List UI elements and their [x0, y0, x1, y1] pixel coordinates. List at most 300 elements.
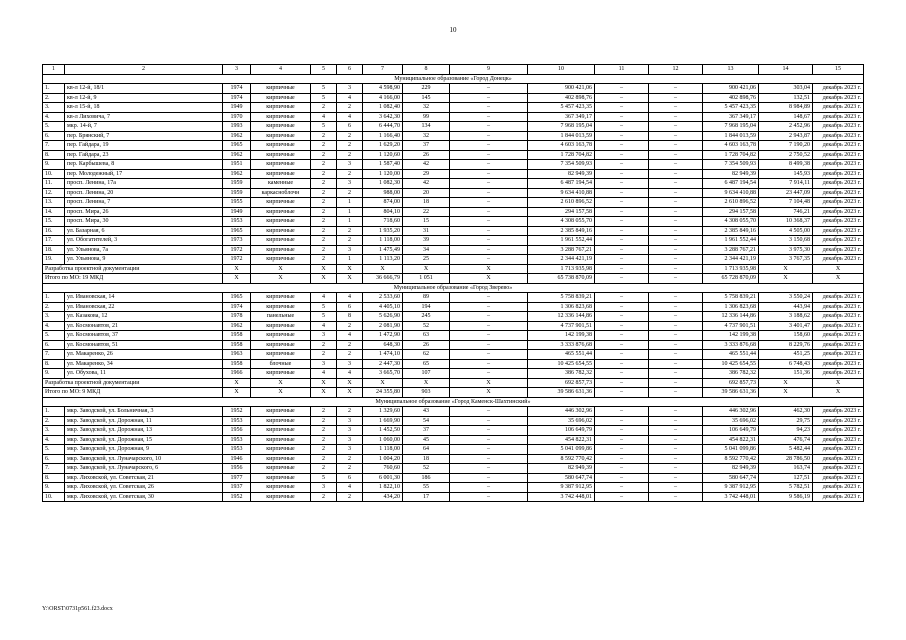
table-row — [43, 302, 864, 312]
table-cell: X — [337, 264, 363, 274]
table-cell: – — [649, 198, 703, 208]
table-cell: 65 — [403, 359, 450, 369]
table-cell: 5 — [311, 312, 337, 322]
table-cell: 9. — [43, 483, 65, 493]
table-cell: – — [450, 321, 528, 331]
table-cell: 10. — [43, 492, 65, 502]
table-cell: 107 — [403, 369, 450, 379]
table-cell: 18 — [403, 454, 450, 464]
table-cell: 2. — [43, 93, 65, 103]
table-cell: 127,51 — [759, 473, 813, 483]
table-cell: – — [595, 112, 649, 122]
table-cell: мкр. Лиховской, ул. Советская, 26 — [65, 483, 223, 493]
table-cell: 3 975,30 — [759, 245, 813, 255]
table-cell: – — [450, 416, 528, 426]
table-cell: – — [649, 245, 703, 255]
table-cell: 5. — [43, 445, 65, 455]
table-cell: 2 — [311, 150, 337, 160]
table-cell: 2 — [311, 103, 337, 113]
table-cell: 4 737 901,51 — [703, 321, 759, 331]
table-cell: X — [759, 388, 813, 398]
section-title: Муниципальное образование «Город Зверево» — [43, 283, 864, 293]
table-cell: 37 — [403, 141, 450, 151]
table-cell: 24 355,80 — [363, 388, 403, 398]
table-cell: 145,93 — [759, 169, 813, 179]
table-cell: 94,23 — [759, 426, 813, 436]
table-cell: – — [595, 492, 649, 502]
table-cell: 5 457 423,35 — [528, 103, 595, 113]
table-cell: – — [649, 454, 703, 464]
table-cell: – — [595, 255, 649, 265]
table-cell: 1953 — [223, 435, 251, 445]
table-cell: 3 742 448,01 — [703, 492, 759, 502]
table-cell: 1952 — [223, 492, 251, 502]
table-cell: кирпичные — [251, 369, 311, 379]
table-cell: 1977 — [223, 473, 251, 483]
table-cell: X — [337, 378, 363, 388]
table-cell: 6 487 194,54 — [703, 179, 759, 189]
table-cell: – — [649, 388, 703, 398]
table-cell: 8 499,38 — [759, 160, 813, 170]
table-cell: кв-л 15-й, 18 — [65, 103, 223, 113]
table-cell: 37 — [403, 426, 450, 436]
table-cell: – — [649, 160, 703, 170]
table-cell: 2 — [337, 169, 363, 179]
table-cell: декабрь 2023 г. — [813, 445, 864, 455]
table-cell: 2 — [311, 169, 337, 179]
table-cell: – — [649, 236, 703, 246]
table-cell: 2 — [311, 245, 337, 255]
table-cell: – — [649, 207, 703, 217]
table-cell: 3 742 448,01 — [528, 492, 595, 502]
table-cell: 402 898,76 — [703, 93, 759, 103]
table-cell: 4 603 163,78 — [528, 141, 595, 151]
table-cell: декабрь 2023 г. — [813, 188, 864, 198]
table-cell: каркасноблочн — [251, 188, 311, 198]
table-cell: 1 329,60 — [363, 407, 403, 417]
table-cell: – — [649, 445, 703, 455]
table-cell: 2 — [311, 255, 337, 265]
table-cell: декабрь 2023 г. — [813, 217, 864, 227]
table-cell: 158,60 — [759, 331, 813, 341]
table-cell: – — [649, 293, 703, 303]
table-cell: – — [595, 245, 649, 255]
table-cell: – — [649, 302, 703, 312]
table-cell: – — [649, 122, 703, 132]
table-cell: декабрь 2023 г. — [813, 236, 864, 246]
section-title-row — [43, 283, 864, 293]
table-cell: – — [649, 274, 703, 284]
table-cell: 8 592 770,42 — [528, 454, 595, 464]
table-cell: 2 — [337, 236, 363, 246]
table-cell: 163,74 — [759, 464, 813, 474]
table-cell: 2 385 849,16 — [703, 226, 759, 236]
table-cell: 132,51 — [759, 93, 813, 103]
table-cell: 12 336 144,86 — [528, 312, 595, 322]
table-cell: кирпичные — [251, 321, 311, 331]
table-cell: – — [595, 426, 649, 436]
table-cell: – — [649, 369, 703, 379]
table-cell: 4 — [337, 369, 363, 379]
table-cell: 580 647,74 — [703, 473, 759, 483]
table-cell: 760,60 — [363, 464, 403, 474]
table-cell: 2 — [337, 454, 363, 464]
column-header: 3 — [223, 65, 251, 75]
table-row — [43, 350, 864, 360]
table-cell: 692 857,73 — [528, 378, 595, 388]
table-row — [43, 321, 864, 331]
table-cell: 3 — [337, 426, 363, 436]
table-cell: 1953 — [223, 416, 251, 426]
table-cell: мкр. Лиховской, ул. Советская, 21 — [65, 473, 223, 483]
table-cell: – — [595, 388, 649, 398]
table-cell: 2 — [311, 198, 337, 208]
table-cell: 3 150,68 — [759, 236, 813, 246]
table-cell: X — [813, 388, 864, 398]
table-cell: 17. — [43, 236, 65, 246]
table-cell: просп. Мира, 26 — [65, 207, 223, 217]
table-cell: 5 482,44 — [759, 445, 813, 455]
table-cell: 3 288 767,21 — [703, 245, 759, 255]
table-cell: – — [450, 131, 528, 141]
table-cell: 1953 — [223, 445, 251, 455]
table-cell: 386 782,32 — [528, 369, 595, 379]
table-cell: 42 — [403, 179, 450, 189]
table-cell: – — [595, 416, 649, 426]
table-cell: 3 — [337, 245, 363, 255]
table-cell: X — [251, 274, 311, 284]
table-cell: – — [649, 416, 703, 426]
table-cell: – — [595, 483, 649, 493]
table-cell: 194 — [403, 302, 450, 312]
table-cell: – — [649, 426, 703, 436]
table-cell: 874,00 — [363, 198, 403, 208]
table-cell: ул. Ивановская, 14 — [65, 293, 223, 303]
table-cell: 988,00 — [363, 188, 403, 198]
table-cell: 446 302,96 — [528, 407, 595, 417]
table-cell: – — [595, 131, 649, 141]
table-cell: 1956 — [223, 464, 251, 474]
table-cell: 6 487 194,54 — [528, 179, 595, 189]
table-cell: 1 669,90 — [363, 416, 403, 426]
table-cell: X — [450, 274, 528, 284]
table-cell: 7 968 195,04 — [703, 122, 759, 132]
table-cell: декабрь 2023 г. — [813, 321, 864, 331]
table-cell: кирпичные — [251, 150, 311, 160]
table-cell: 10 368,37 — [759, 217, 813, 227]
table-cell: – — [595, 321, 649, 331]
table-cell: 7. — [43, 464, 65, 474]
table-cell: 82 949,39 — [528, 169, 595, 179]
table-cell: ул. Макаренко, 26 — [65, 350, 223, 360]
column-header: 5 — [311, 65, 337, 75]
table-row — [43, 445, 864, 455]
table-cell: 402 898,76 — [528, 93, 595, 103]
table-cell: 1973 — [223, 236, 251, 246]
page-number: 10 — [449, 26, 457, 34]
table-cell: 5 — [311, 93, 337, 103]
table-row — [43, 331, 864, 341]
table-cell: X — [311, 378, 337, 388]
table-cell: 6 — [337, 122, 363, 132]
table-cell: декабрь 2023 г. — [813, 169, 864, 179]
table-cell: декабрь 2023 г. — [813, 340, 864, 350]
table-cell: кирпичные — [251, 473, 311, 483]
table-cell: 1 004,20 — [363, 454, 403, 464]
table-cell: декабрь 2023 г. — [813, 350, 864, 360]
table-row — [43, 93, 864, 103]
table-row — [43, 103, 864, 113]
table-cell: 1 629,20 — [363, 141, 403, 151]
table-cell: 2 — [337, 141, 363, 151]
table-cell: 2 — [337, 407, 363, 417]
table-cell: 13. — [43, 198, 65, 208]
table-cell: кирпичные — [251, 198, 311, 208]
table-cell: 1 844 013,59 — [703, 131, 759, 141]
table-cell: 2 610 896,52 — [528, 198, 595, 208]
table-cell: декабрь 2023 г. — [813, 435, 864, 445]
table-cell: – — [649, 84, 703, 94]
table-cell: кирпичные — [251, 464, 311, 474]
table-cell: 4 — [311, 369, 337, 379]
table-cell: декабрь 2023 г. — [813, 245, 864, 255]
table-cell: 45 — [403, 435, 450, 445]
table-cell: 106 649,79 — [528, 426, 595, 436]
table-cell: – — [450, 435, 528, 445]
table-cell: 4 — [337, 293, 363, 303]
table-cell: X — [311, 274, 337, 284]
table-cell: ул. Обогатителей, 3 — [65, 236, 223, 246]
table-cell: 54 — [403, 416, 450, 426]
table-row — [43, 131, 864, 141]
table-cell: 1974 — [223, 302, 251, 312]
table-cell: 2 447,30 — [363, 359, 403, 369]
table-cell: 3 188,62 — [759, 312, 813, 322]
table-cell: 14. — [43, 207, 65, 217]
table-row — [43, 464, 864, 474]
table-cell: 25 — [403, 255, 450, 265]
table-cell: просп. Мира, 30 — [65, 217, 223, 227]
column-header: 7 — [363, 65, 403, 75]
table-cell: 2 — [337, 464, 363, 474]
table-cell: – — [595, 302, 649, 312]
table-cell: 42 — [403, 160, 450, 170]
table-cell: 3 — [337, 435, 363, 445]
table-cell: 2 — [311, 217, 337, 227]
table-cell: кирпичные — [251, 435, 311, 445]
table-cell: ул. Космонавтов, 21 — [65, 321, 223, 331]
table-cell: 2 — [311, 141, 337, 151]
table-cell: 4 603 163,78 — [703, 141, 759, 151]
table-cell: 1974 — [223, 84, 251, 94]
table-cell: – — [649, 131, 703, 141]
table-row — [43, 416, 864, 426]
table-cell: 1 120,60 — [363, 150, 403, 160]
table-cell: – — [649, 150, 703, 160]
table-cell: 2 — [311, 179, 337, 189]
table-cell: 5. — [43, 331, 65, 341]
table-cell: декабрь 2023 г. — [813, 293, 864, 303]
table-cell: – — [649, 321, 703, 331]
table-cell: 2 — [311, 464, 337, 474]
table-cell: декабрь 2023 г. — [813, 226, 864, 236]
table-cell: 5 — [311, 122, 337, 132]
table-cell: 35 696,02 — [528, 416, 595, 426]
table-cell: кирпичные — [251, 492, 311, 502]
table-cell: – — [649, 255, 703, 265]
table-cell: 1946 — [223, 454, 251, 464]
table-cell: X — [759, 274, 813, 284]
table-cell: 446 302,96 — [703, 407, 759, 417]
table-cell: – — [450, 331, 528, 341]
table-cell: 294 157,58 — [528, 207, 595, 217]
table-cell: 443,94 — [759, 302, 813, 312]
table-cell: 1993 — [223, 122, 251, 132]
table-cell: X — [251, 378, 311, 388]
table-cell: 2 — [311, 188, 337, 198]
table-cell: 465 551,44 — [528, 350, 595, 360]
table-cell: – — [450, 103, 528, 113]
table-cell: – — [649, 492, 703, 502]
table-cell: кирпичные — [251, 302, 311, 312]
table-cell: 4 598,90 — [363, 84, 403, 94]
table-cell: – — [450, 473, 528, 483]
table-cell: – — [450, 112, 528, 122]
table-cell: кирпичные — [251, 236, 311, 246]
table-cell: 1 474,10 — [363, 350, 403, 360]
table-cell: 2 — [337, 150, 363, 160]
table-cell: 2 — [311, 131, 337, 141]
table-cell: – — [595, 103, 649, 113]
table-cell: ул. Базарная, 6 — [65, 226, 223, 236]
table-cell: 1965 — [223, 141, 251, 151]
table-cell: декабрь 2023 г. — [813, 255, 864, 265]
table-cell: 12. — [43, 188, 65, 198]
table-cell: – — [595, 141, 649, 151]
table-row — [43, 426, 864, 436]
table-cell: 4. — [43, 321, 65, 331]
section-title-row — [43, 74, 864, 84]
table-cell: 4 166,00 — [363, 93, 403, 103]
table-cell: X — [813, 274, 864, 284]
column-header: 12 — [649, 65, 703, 75]
table-cell: 5 — [311, 473, 337, 483]
table-cell: 4 — [311, 321, 337, 331]
table-cell: 31 — [403, 226, 450, 236]
table-cell: декабрь 2023 г. — [813, 112, 864, 122]
table-cell: – — [595, 464, 649, 474]
table-row — [43, 245, 864, 255]
table-cell: 1 — [337, 217, 363, 227]
table-cell: 134 — [403, 122, 450, 132]
table-cell: 7 190,20 — [759, 141, 813, 151]
table-cell: 2 — [337, 131, 363, 141]
table-cell: кирпичные — [251, 131, 311, 141]
table-cell: 12 336 144,86 — [703, 312, 759, 322]
table-row — [43, 435, 864, 445]
table-cell: 367 349,17 — [528, 112, 595, 122]
table-cell: 1 713 935,98 — [528, 264, 595, 274]
table-cell: 7 354 509,93 — [528, 160, 595, 170]
table-cell: 65 728 870,09 — [703, 274, 759, 284]
table-cell: – — [450, 312, 528, 322]
table-cell: – — [595, 122, 649, 132]
table-cell: X — [223, 378, 251, 388]
table-cell: ул. Обухова, 11 — [65, 369, 223, 379]
table-cell: 3 767,35 — [759, 255, 813, 265]
table-cell: кирпичные — [251, 483, 311, 493]
table-cell: 1 — [337, 198, 363, 208]
table-cell: 10 425 654,55 — [703, 359, 759, 369]
table-cell: 7 104,48 — [759, 198, 813, 208]
table-cell: X — [337, 274, 363, 284]
table-cell: пер. Молодежный, 17 — [65, 169, 223, 179]
table-row — [43, 179, 864, 189]
table-cell: декабрь 2023 г. — [813, 416, 864, 426]
row-label: Разработка проектной документации — [43, 378, 223, 388]
table-cell: – — [450, 141, 528, 151]
table-cell: 2 — [337, 321, 363, 331]
table-cell: 454 822,31 — [528, 435, 595, 445]
table-cell: 5 041 099,86 — [528, 445, 595, 455]
table-cell: 4 308 055,70 — [528, 217, 595, 227]
table-cell: – — [450, 464, 528, 474]
table-cell: 4 — [311, 293, 337, 303]
table-cell: 39 586 631,36 — [703, 388, 759, 398]
table-cell: – — [649, 141, 703, 151]
table-cell: мкр. Заводской, ул. Больничная, 3 — [65, 407, 223, 417]
table-cell: – — [649, 483, 703, 493]
table-cell: 39 — [403, 236, 450, 246]
table-cell: 36 666,79 — [363, 274, 403, 284]
table-cell: X — [223, 264, 251, 274]
table-row — [43, 369, 864, 379]
table-cell: 303,04 — [759, 84, 813, 94]
table-cell: – — [649, 179, 703, 189]
table-cell: кирпичные — [251, 226, 311, 236]
column-header: 15 — [813, 65, 864, 75]
table-cell: 1962 — [223, 131, 251, 141]
table-cell: 2 344 421,19 — [703, 255, 759, 265]
table-cell: 9 634 410,88 — [528, 188, 595, 198]
table-cell: – — [595, 274, 649, 284]
table-cell: просп. Ленина, 7 — [65, 198, 223, 208]
table-cell: кирпичные — [251, 350, 311, 360]
table-cell: 294 157,58 — [703, 207, 759, 217]
table-cell: 718,60 — [363, 217, 403, 227]
table-cell: – — [595, 236, 649, 246]
table-cell: 4. — [43, 112, 65, 122]
table-cell: кирпичные — [251, 217, 311, 227]
table-row — [43, 141, 864, 151]
table-cell: декабрь 2023 г. — [813, 103, 864, 113]
table-cell: 4. — [43, 435, 65, 445]
table-cell: декабрь 2023 г. — [813, 407, 864, 417]
table-cell: – — [595, 169, 649, 179]
table-cell: 1959 — [223, 179, 251, 189]
table-cell: 2 — [311, 435, 337, 445]
table-cell: – — [595, 473, 649, 483]
table-cell: кирпичные — [251, 293, 311, 303]
table-cell: 3 665,70 — [363, 369, 403, 379]
table-cell: декабрь 2023 г. — [813, 160, 864, 170]
table-cell: 8 592 770,42 — [703, 454, 759, 464]
table-cell: 142 199,38 — [703, 331, 759, 341]
table-cell: 804,10 — [363, 207, 403, 217]
table-cell: 1972 — [223, 255, 251, 265]
table-cell: 454 822,31 — [703, 435, 759, 445]
table-cell: 3 — [337, 359, 363, 369]
